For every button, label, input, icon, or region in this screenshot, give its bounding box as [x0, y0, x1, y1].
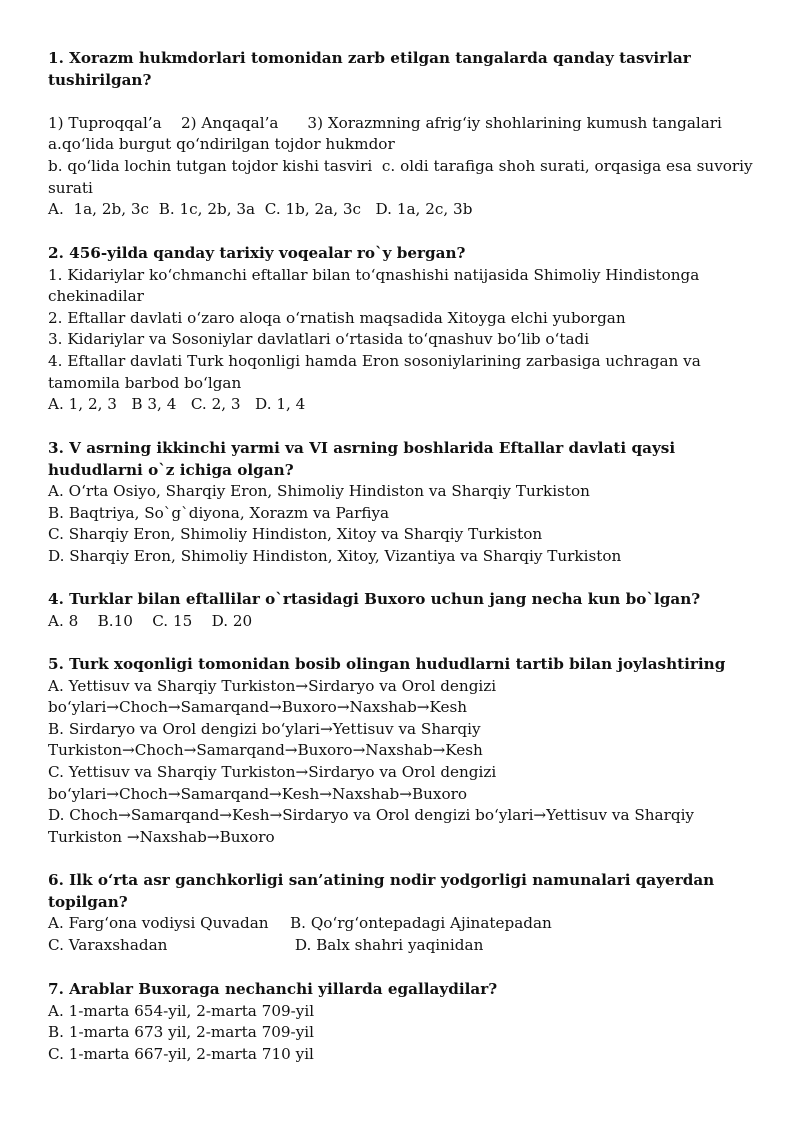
answer-option: A. Yettisuv va Sharqiy Turkiston→Sirdaryo va Orol dengizi: [48, 676, 497, 695]
question-4: [48, 589, 758, 632]
answer-option: B. Baqtriya, So`g`diyona, Xorazm va Parfiya: [48, 503, 390, 522]
question-title: 1. Xorazm hukmdorlari tomonidan zarb etilgan tangalarda qanday tasvirlar tushirilgan?: [48, 49, 691, 89]
answer-option: B. Sirdaryo va Orol dengizi boʻylari→Yettisuv va Sharqiy: [48, 719, 481, 738]
question-text-line: 1. Kidariylar koʻchmanchi eftallar bilan toʻqnashishi natijasida Shimoliy Hindistonga chekinadilar: [48, 265, 705, 306]
question-text-line: 1) Tuproqqal’a 2) Anqaqal’a 3) Xorazmning afrigʻiy shohlarining kumush tangalari: [48, 113, 722, 132]
answer-option: Turkiston→Choch→Samarqand→Buxoro→Naxshab→Kesh: [48, 741, 483, 760]
answer-option: boʻylari→Choch→Samarqand→Kesh→Naxshab→Buxoro: [48, 784, 468, 803]
answer-options: A. 8 B.10 C. 15 D. 20: [48, 611, 253, 630]
question-text-line: a.qoʻlida burgut qoʻndirilgan tojdor hukmdor: [48, 135, 395, 154]
answer-option: D. Sharqiy Eron, Shimoliy Hindiston, Xitoy, Vizantiya va Sharqiy Turkiston: [48, 546, 622, 565]
question-title: 3. V asrning ikkinchi yarmi va VI asrning boshlarida Eftallar davlati qaysi hududlarni o`z ichiga olgan?: [48, 439, 676, 479]
question-title: 4. Turklar bilan eftallilar o`rtasidagi Buxoro uchun jang necha kun bo`lgan?: [48, 590, 701, 608]
question-title: 5. Turk xoqonligi tomonidan bosib olingan hududlarni tartib bilan joylashtiring: [48, 655, 726, 673]
question-text-line: b. qoʻlida lochin tutgan tojdor kishi tasviri c. oldi tarafiga shoh surati, orqasiga esa suvoriy surati: [48, 156, 758, 197]
answer-row: [48, 913, 758, 935]
question-title: 7. Arablar Buxoraga nechanchi yillarda egallaydilar?: [48, 980, 498, 998]
question-title: 2. 456-yilda qanday tarixiy voqealar ro`y bergan?: [48, 244, 466, 262]
question-title: 6. Ilk oʻrta asr ganchkorligi san’atining nodir yodgorligi namunalari qayerdan topilgan?: [48, 871, 715, 911]
question-text-line: 2. Eftallar davlati oʻzaro aloqa oʻrnatish maqsadida Xitoyga elchi yuborgan: [48, 308, 626, 327]
answer-option: D. Balx shahri yaqinidan: [290, 935, 484, 954]
answer-option: A. Oʻrta Osiyo, Sharqiy Eron, Shimoliy Hindiston va Sharqiy Turkiston: [48, 482, 590, 501]
answer-option: boʻylari→Choch→Samarqand→Buxoro→Naxshab→Kesh: [48, 698, 468, 717]
question-5: [48, 654, 758, 848]
question-1: [48, 48, 758, 221]
answer-option: D. Choch→Samarqand→Kesh→Sirdaryo va Orol dengizi boʻylari→Yettisuv va Sharqiy: [48, 806, 695, 825]
answer-option: A. Fargʻona vodiysi Quvadan: [48, 914, 269, 933]
answer-option: B. Qoʻrgʻontepadagi Ajinatepadan: [290, 914, 552, 933]
answer-row: [48, 935, 758, 957]
answer-option: A. 1-marta 654-yil, 2-marta 709-yil: [48, 1001, 315, 1020]
answer-option: C. 1-marta 667-yil, 2-marta 710 yil: [48, 1044, 314, 1063]
question-7: [48, 979, 758, 1065]
answer-options: A. 1, 2, 3 B 3, 4 C. 2, 3 D. 1, 4: [48, 395, 306, 414]
answer-option: C. Varaxshadan: [48, 935, 168, 954]
answer-option: C. Sharqiy Eron, Shimoliy Hindiston, Xitoy va Sharqiy Turkiston: [48, 525, 543, 544]
question-text-line: 4. Eftallar davlati Turk hoqonligi hamda Eron sosoniylarining zarbasiga uchragan va tamomila barbod boʻlgan: [48, 351, 706, 392]
answer-option: B. 1-marta 673 yil, 2-marta 709-yil: [48, 1023, 314, 1042]
question-text-line: 3. Kidariylar va Sosoniylar davlatlari oʻrtasida toʻqnashuv boʻlib oʻtadi: [48, 330, 590, 349]
question-3: [48, 438, 758, 568]
answer-option: Turkiston →Naxshab→Buxoro: [48, 827, 275, 846]
question-6: [48, 870, 758, 956]
answer-options: A. 1a, 2b, 3c B. 1c, 2b, 3a C. 1b, 2a, 3c D. 1a, 2c, 3b: [48, 200, 473, 219]
answer-option: C. Yettisuv va Sharqiy Turkiston→Sirdaryo va Orol dengizi: [48, 762, 497, 781]
question-2: [48, 243, 758, 416]
